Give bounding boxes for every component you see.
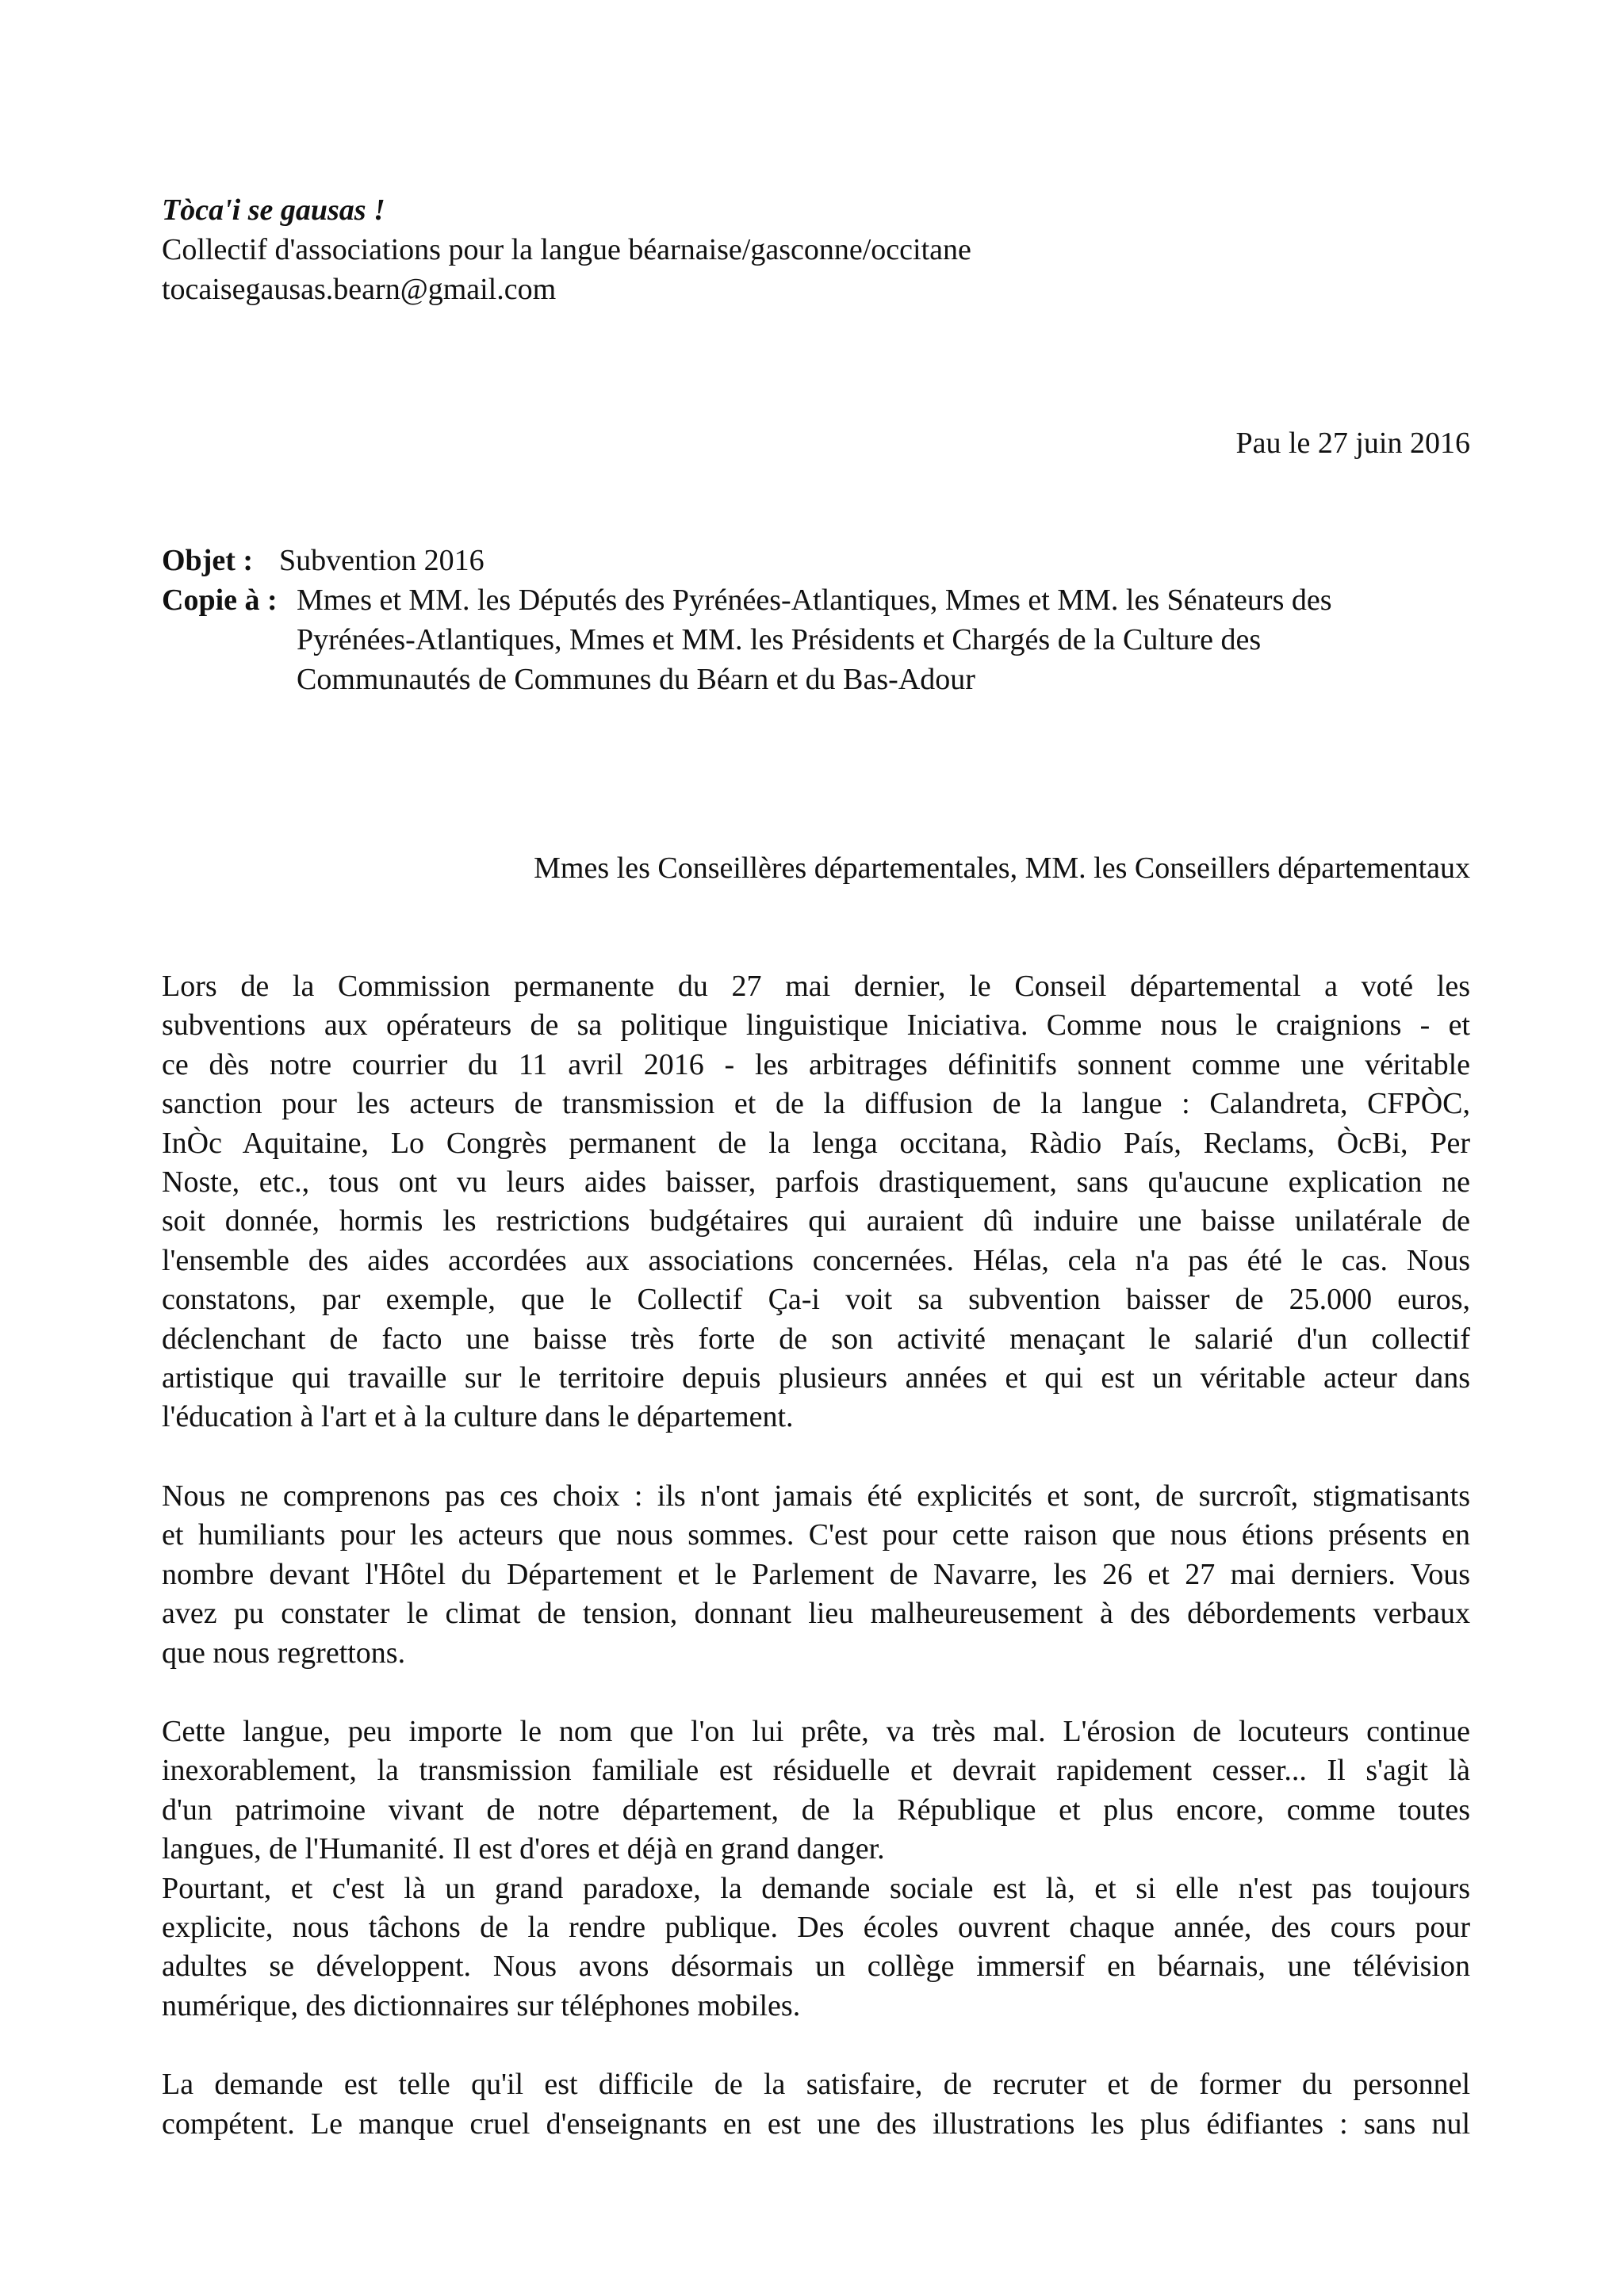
paragraph [162, 967, 1470, 1437]
paragraph-line: soit donnée, hormis les restrictions budgétaires qui auraient dû induire une baisse unilatérale de [162, 1204, 1470, 1238]
objet-label: Objet : [162, 544, 254, 577]
paragraph-line: langues, de l'Humanité. Il est d'ores et déjà en grand danger. [162, 1832, 885, 1866]
paragraph [162, 1477, 1470, 1673]
letter-date: Pau le 27 juin 2016 [1235, 427, 1470, 460]
sender-org-name: Tòca'i se gausas ! [162, 193, 385, 227]
copie-line: Pyrénées-Atlantiques, Mmes et MM. les Présidents et Chargés de la Culture des [297, 623, 1262, 656]
objet-row [162, 541, 1470, 580]
paragraph-line: constatons, par exemple, que le Collectif Ça-i voit sa subvention baisser de 25.000 euros, [162, 1283, 1470, 1317]
copie-line: Communautés de Communes du Béarn et du Bas-Adour [297, 663, 975, 696]
letter-body [162, 967, 1470, 2183]
copie-line: Mmes et MM. les Députés des Pyrénées-Atlantiques, Mmes et MM. les Sénateurs des [297, 584, 1332, 617]
copie-recipients [297, 580, 1470, 699]
paragraph-line: compétent. Le manque cruel d'enseignants en est une des illustrations les plus édifiantes : sans nul [162, 2107, 1470, 2141]
paragraph [162, 1869, 1470, 2026]
paragraph-line: nombre devant l'Hôtel du Département et le Parlement de Navarre, les 26 et 27 mai derniers. Vous [162, 1557, 1470, 1591]
paragraph-line: l'éducation à l'art et à la culture dans le département. [162, 1400, 794, 1434]
paragraph-line: numérique, des dictionnaires sur téléphones mobiles. [162, 1988, 801, 2022]
paragraph-line: adultes se développent. Nous avons désormais un collège immersif en béarnais, une télévision [162, 1950, 1470, 1984]
paragraph-line: et humiliants pour les acteurs que nous sommes. C'est pour cette raison que nous étions présents en [162, 1518, 1470, 1552]
paragraph-line: La demande est telle qu'il est difficile de la satisfaire, de recruter et de former du personnel [162, 2068, 1470, 2102]
paragraph [162, 2065, 1470, 2144]
paragraph-line: que nous regrettons. [162, 1636, 406, 1670]
paragraph-line: InÒc Aquitaine, Lo Congrès permanent de la lenga occitana, Ràdio País, Reclams, ÒcBi, Per [162, 1126, 1470, 1160]
paragraph-line: inexorablement, la transmission familiale est résiduelle et devrait rapidement cesser... Il s'agit là [162, 1754, 1470, 1788]
paragraph-line: l'ensemble des aides accordées aux associations concernées. Hélas, cela n'a pas été le cas. Nous [162, 1243, 1470, 1277]
meta-block [162, 541, 1470, 699]
paragraph-line: Cette langue, peu importe le nom que l'on lui prête, va très mal. L'érosion de locuteurs continue [162, 1714, 1470, 1748]
sender-email: tocaisegausas.bearn@gmail.com [162, 273, 557, 306]
addressee: Mmes les Conseillères départementales, MM. les Conseillers départementaux [534, 851, 1470, 885]
paragraph-line: d'un patrimoine vivant de notre département, de la République et plus encore, comme toutes [162, 1793, 1470, 1827]
paragraph-line: Nous ne comprenons pas ces choix : ils n'ont jamais été explicités et sont, de surcroît, stigmatisants [162, 1479, 1470, 1513]
paragraph-line: Lors de la Commission permanente du 27 mai dernier, le Conseil départemental a voté les [162, 970, 1470, 1003]
paragraph-line: Pourtant, et c'est là un grand paradoxe, la demande sociale est là, et si elle n'est pas toujours [162, 1871, 1470, 1905]
paragraph-line: artistique qui travaille sur le territoire depuis plusieurs années et qui est un véritable acteur dans [162, 1361, 1470, 1395]
paragraph-line: avez pu constater le climat de tension, donnant lieu malheureusement à des débordements verbaux [162, 1597, 1470, 1631]
paragraph-line: explicite, nous tâchons de la rendre publique. Des écoles ouvrent chaque année, des cours pour [162, 1910, 1470, 1944]
paragraph-line: sanction pour les acteurs de transmission et de la diffusion de la langue : Calandreta, CFPÒC, [162, 1087, 1470, 1121]
sender-block [162, 190, 1431, 309]
paragraph-line: Noste, etc., tous ont vu leurs aides baisser, parfois drastiquement, sans qu'aucune explication ne [162, 1165, 1470, 1200]
paragraph [162, 1712, 1470, 1869]
copie-row [162, 580, 1470, 699]
paragraph-line: subventions aux opérateurs de sa politique linguistique Iniciativa. Comme nous le craignions - et [162, 1008, 1470, 1043]
paragraph-line: déclenchant de facto une baisse très forte de son activité menaçant le salarié d'un collectif [162, 1322, 1470, 1356]
objet-value: Subvention 2016 [279, 544, 485, 577]
copie-label: Copie à : [162, 584, 278, 617]
sender-subtitle: Collectif d'associations pour la langue béarnaise/gasconne/occitane [162, 233, 971, 266]
paragraph-line: ce dès notre courrier du 11 avril 2016 - les arbitrages définitifs sonnent comme une véritable [162, 1047, 1470, 1081]
